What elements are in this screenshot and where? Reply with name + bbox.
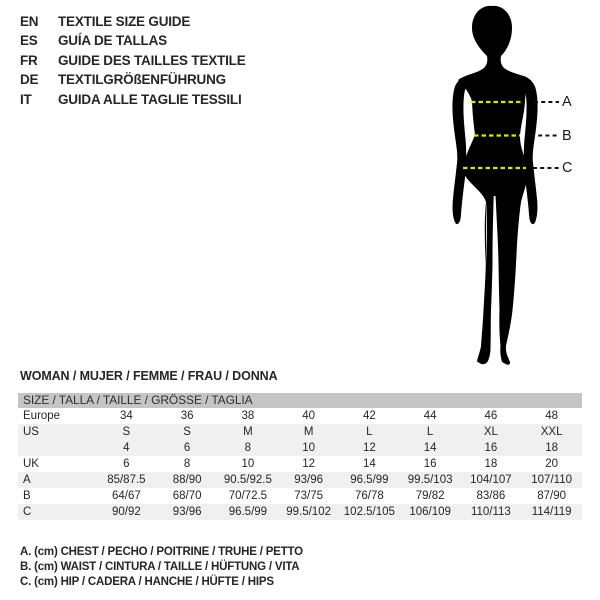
language-code: DE <box>20 72 39 88</box>
table-row <box>18 488 582 504</box>
size-cell: 107/110 <box>531 474 572 486</box>
woman-silhouette <box>452 6 537 365</box>
size-cell: 93/96 <box>294 474 324 486</box>
size-table <box>18 393 582 520</box>
size-guide-figure <box>410 0 600 380</box>
size-cell: 106/109 <box>409 506 451 518</box>
row-label: UK <box>23 458 39 470</box>
size-cell: 83/86 <box>476 490 506 502</box>
table-row <box>18 504 582 520</box>
size-cell: 44 <box>423 410 437 422</box>
size-cell: 38 <box>241 410 255 422</box>
size-cell: 104/107 <box>470 474 512 486</box>
size-cell: L <box>426 426 434 438</box>
table-row <box>18 456 582 472</box>
language-list <box>20 12 246 109</box>
size-table-body <box>18 408 582 520</box>
size-cell: 99.5/103 <box>407 474 453 486</box>
size-cell: 16 <box>484 442 498 454</box>
size-cell: 102.5/105 <box>343 506 395 518</box>
size-cell: 36 <box>180 410 194 422</box>
size-cell: 88/90 <box>172 474 202 486</box>
language-code: IT <box>20 91 32 107</box>
size-cell: M <box>243 426 253 438</box>
size-cell: 46 <box>484 410 498 422</box>
marker-label-c: C <box>562 160 573 176</box>
size-cell: 114/119 <box>531 506 572 518</box>
size-cell: 42 <box>362 410 376 422</box>
size-cell: 4 <box>123 442 130 454</box>
size-cell: 70/72.5 <box>228 490 268 502</box>
size-cell: 8 <box>244 442 252 454</box>
row-label: US <box>23 426 39 438</box>
size-cell: 34 <box>119 410 133 422</box>
size-cell: 85/87.5 <box>107 474 146 486</box>
size-cell: 93/96 <box>172 506 202 518</box>
size-cell: M <box>303 426 314 438</box>
language-guide-title: TEXTILGRÖßENFÜHRUNG <box>58 72 226 88</box>
size-cell: 90/92 <box>111 506 141 518</box>
legend-line-a: A. (cm) CHEST / PECHO / POITRINE / TRUHE / PETTO <box>20 546 303 558</box>
size-cell: 8 <box>183 458 191 470</box>
size-cell: 18 <box>484 458 498 470</box>
row-label: C <box>23 506 32 518</box>
language-row-de <box>20 70 246 89</box>
legend-line-c: C. (cm) HIP / CADERA / HANCHE / HÜFTE / HIPS <box>20 576 274 589</box>
language-guide-title: TEXTILE SIZE GUIDE <box>58 14 191 29</box>
legend-line-b: B. (cm) WAIST / CINTURA / TAILLE / HÜFTUNG / VITA <box>20 561 300 574</box>
size-cell: 87/90 <box>537 490 567 502</box>
section-title-woman: WOMAN / MUJER / FEMME / FRAU / DONNA <box>20 369 278 383</box>
size-cell: 14 <box>362 458 376 470</box>
size-cell: 96.5/99 <box>228 506 268 518</box>
language-guide-title: GUIDE DES TAILLES TEXTILE <box>58 52 246 68</box>
size-cell: L <box>366 426 373 438</box>
size-cell: 10 <box>241 458 255 470</box>
size-cell: 73/75 <box>294 490 324 502</box>
table-row <box>18 408 582 424</box>
size-cell: S <box>183 426 191 438</box>
table-row <box>18 472 582 488</box>
row-label: B <box>23 490 31 502</box>
size-cell: 6 <box>123 458 130 470</box>
marker-label-b: B <box>562 128 572 144</box>
size-cell: 79/82 <box>415 490 445 502</box>
row-label <box>18 440 96 456</box>
size-cell: 20 <box>545 458 559 470</box>
row-label: Europe <box>23 410 61 422</box>
language-code: FR <box>20 52 38 68</box>
woman-silhouette-svg <box>410 0 600 380</box>
size-cell: 90.5/92.5 <box>223 474 272 486</box>
measurement-legend <box>20 545 303 591</box>
size-cell: 110/113 <box>470 506 511 518</box>
size-cell: 76/78 <box>354 490 384 502</box>
marker-label-a: A <box>562 94 572 110</box>
language-row-it <box>20 90 246 109</box>
size-cell: 68/70 <box>172 490 202 502</box>
size-cell: 18 <box>545 442 559 454</box>
size-cell: XXL <box>540 426 563 438</box>
size-cell: 10 <box>302 442 316 454</box>
language-row-es <box>20 31 246 50</box>
row-label: A <box>23 474 31 486</box>
table-row <box>18 424 582 440</box>
size-cell: 6 <box>183 442 191 454</box>
language-row-fr <box>20 51 246 70</box>
size-cell: XL <box>483 426 498 438</box>
language-code: EN <box>20 14 39 29</box>
size-table-header: SIZE / TALLA / TAILLE / GRÖSSE / TAGLIA <box>18 393 582 408</box>
language-code: ES <box>20 33 38 49</box>
size-cell: 40 <box>302 410 316 422</box>
size-cell: 16 <box>423 458 437 470</box>
size-cell: 96.5/99 <box>350 474 389 486</box>
size-cell: S <box>122 426 131 438</box>
size-cell: 99.5/102 <box>286 506 331 518</box>
size-cell: 12 <box>362 442 376 454</box>
language-guide-title: GUÍA DE TALLAS <box>58 33 167 49</box>
size-cell: 14 <box>423 442 437 454</box>
language-row-en <box>20 12 246 31</box>
table-row <box>18 440 582 456</box>
size-cell: 12 <box>302 458 316 470</box>
size-cell: 48 <box>545 410 559 422</box>
size-cell: 64/67 <box>111 490 141 502</box>
language-guide-title: GUIDA ALLE TAGLIE TESSILI <box>58 91 242 107</box>
